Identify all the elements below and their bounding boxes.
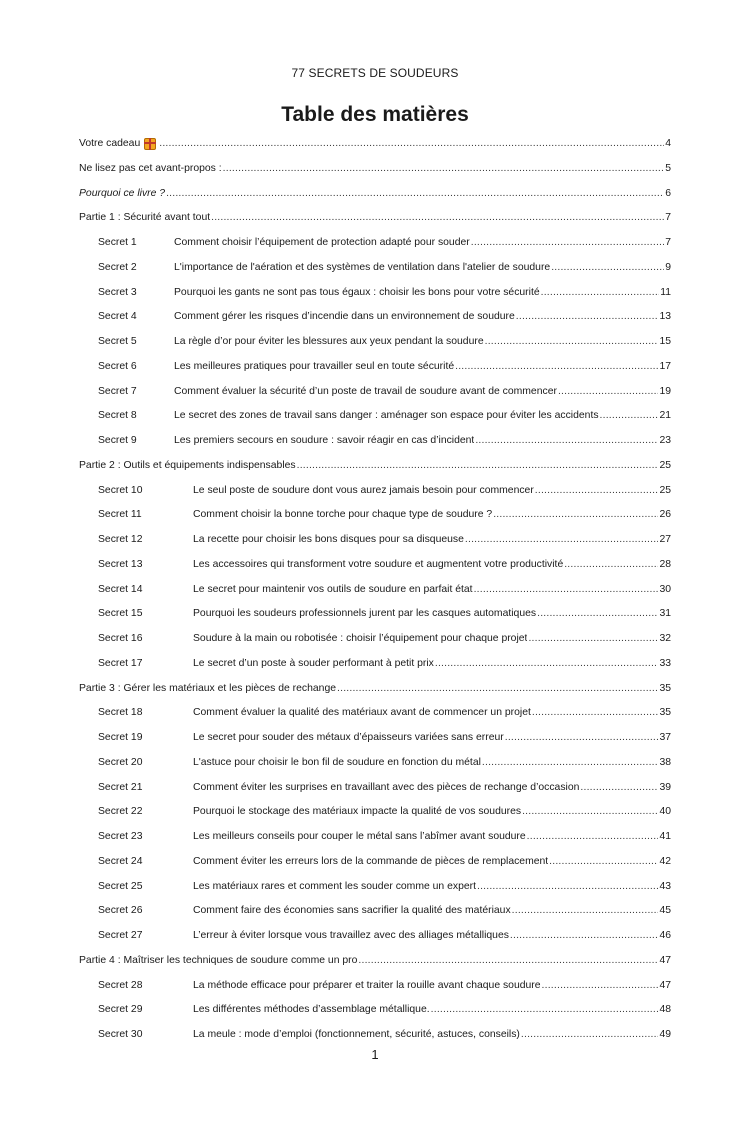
entry-title: Les meilleures pratiques pour travailler seul en toute sécurité [174,360,455,372]
page-ref: 48 [659,1004,671,1016]
page-ref: 37 [659,732,671,743]
dot-leader [482,756,659,769]
toc-secret-entry[interactable] [98,728,671,744]
entry-title: Comment choisir l’équipement de protection adapté pour souder [174,237,470,248]
entry-title: Votre cadeau [79,138,141,149]
toc-secret-entry[interactable] [98,505,671,521]
page-ref: 43 [659,880,671,892]
secret-number: Secret 14 [98,583,143,595]
toc-section-entry[interactable] [79,159,671,175]
secret-number: Secret 9 [98,435,137,446]
page-ref: 4 [665,138,671,149]
dot-leader [521,1028,659,1041]
entry-title: Le secret pour maintenir vos outils de soudure en parfait état [193,583,473,595]
dot-leader [522,805,658,818]
entry-title: Le secret pour souder des métaux d’épaisseurs variées sans erreur [193,732,504,743]
dot-leader [471,236,664,249]
secret-number: Secret 24 [98,855,143,867]
entry-title: Soudure à la main ou robotisée : choisir l’équipement pour chaque projet [193,633,528,644]
secret-number: Secret 17 [98,657,143,669]
page-ref: 41 [659,831,671,842]
page-ref: 47 [659,979,671,991]
page-ref: 19 [659,385,671,397]
toc-secret-entry[interactable] [98,901,671,917]
entry-title: Partie 3 : Gérer les matériaux et les pièces de rechange [79,682,337,694]
running-header: 77 SECRETS DE SOUDEURS [291,66,459,80]
toc-section-entry[interactable] [79,208,671,224]
page-ref: 27 [659,534,671,545]
secret-number: Secret 12 [98,534,143,545]
dot-leader [211,211,664,224]
toc-secret-entry[interactable] [98,406,671,422]
page-ref: 28 [659,558,671,570]
toc-secret-entry[interactable] [98,827,671,843]
secret-number: Secret 21 [98,781,143,793]
toc-secret-entry[interactable] [98,481,671,497]
toc-secret-entry[interactable] [98,703,671,719]
toc-secret-entry[interactable] [98,258,671,274]
page-ref: 45 [659,905,671,917]
toc-secret-entry[interactable] [98,580,671,596]
dot-leader [166,187,664,200]
dot-leader [223,162,665,175]
dot-leader [297,459,659,472]
page-ref: 25 [659,459,671,471]
secret-number: Secret 7 [98,385,137,397]
dot-leader [510,929,659,942]
dot-leader [600,409,659,422]
entry-title: Partie 4 : Maîtriser les techniques de soudure comme un pro [79,954,358,966]
toc-secret-entry[interactable] [98,976,671,992]
dot-leader [431,1003,659,1016]
toc-secret-entry[interactable] [98,877,671,893]
entry-title: Comment évaluer la qualité des matériaux avant de commencer un projet [193,707,531,719]
entry-title: Ne lisez pas cet avant-propos : [79,162,222,174]
page-ref: 49 [659,1029,671,1040]
dot-leader [527,830,659,843]
page-title: Table des matières [281,103,469,126]
entry-title: Le secret d’un poste à souder performant à petit prix [193,657,434,669]
page-ref: 25 [659,484,671,496]
page-ref: 47 [659,954,671,966]
entry-title: Les premiers secours en soudure : savoir réagir en cas d’incident [174,435,475,446]
entry-title: Comment choisir la bonne torche pour chaque type de soudure ? [193,509,493,521]
page-ref: 11 [660,286,671,298]
dot-leader [505,731,659,744]
toc-secret-entry[interactable] [98,431,671,447]
secret-number: Secret 4 [98,311,137,323]
dot-leader [475,434,658,447]
dot-leader [558,385,659,398]
secret-number: Secret 26 [98,905,143,917]
entry-title: Pourquoi les soudeurs professionnels jurent par les casques automatiques [193,608,537,620]
dot-leader [493,508,658,521]
dot-leader [474,583,659,596]
toc-secret-entry[interactable] [98,629,671,645]
entry-title: Les différentes méthodes d’assemblage métallique. [193,1004,430,1016]
dot-leader [564,558,658,571]
entry-title: Les matériaux rares et comment les souder comme un expert [193,880,476,892]
dot-leader [485,335,659,348]
page-ref: 15 [659,336,671,347]
toc-secret-entry[interactable] [98,802,671,818]
toc-secret-entry[interactable] [98,604,671,620]
toc-secret-entry[interactable] [98,852,671,868]
dot-leader [455,360,658,373]
toc-section-entry[interactable] [79,184,671,200]
toc-secret-entry[interactable] [98,530,671,546]
toc-secret-entry[interactable] [98,778,671,794]
entry-title: Pourquoi les gants ne sont pas tous égaux : choisir les bons pour votre sécurité [174,286,540,298]
secret-number: Secret 5 [98,336,137,347]
secret-number: Secret 16 [98,633,143,644]
entry-title: La recette pour choisir les bons disques pour sa disqueuse [193,534,464,545]
toc-section-entry[interactable] [79,456,671,472]
toc-secret-entry[interactable] [98,555,671,571]
page-ref: 30 [659,583,671,595]
secret-number: Secret 6 [98,360,137,372]
secret-number: Secret 22 [98,806,143,818]
page-ref: 31 [659,608,671,620]
entry-title: Comment gérer les risques d’incendie dans un environnement de soudure [174,311,515,323]
page-ref: 6 [665,187,671,199]
entry-title: Pourquoi le stockage des matériaux impacte la qualité de vos soudures [193,806,522,818]
entry-title: Les meilleurs conseils pour couper le métal sans l’abîmer avant soudure [193,831,526,842]
page-ref: 40 [659,806,671,818]
secret-number: Secret 27 [98,930,143,941]
secret-number: Secret 3 [98,286,137,298]
toc-section-entry[interactable] [79,134,671,150]
toc-secret-entry[interactable] [98,926,671,942]
dot-leader [580,781,658,794]
page-ref: 7 [665,237,671,248]
entry-title: Partie 2 : Outils et équipements indispensables [79,459,296,471]
secret-number: Secret 19 [98,732,143,743]
dot-leader [549,855,658,868]
entry-title: Partie 1 : Sécurité avant tout [79,212,211,224]
toc-secret-entry[interactable] [98,1025,671,1041]
page-ref: 23 [659,435,671,446]
secret-number: Secret 18 [98,707,143,719]
toc-section-entry[interactable] [79,679,671,695]
dot-leader [528,632,658,645]
entry-title: Comment évaluer la sécurité d’un poste de travail de soudure avant de commencer [174,385,557,397]
dot-leader [159,137,664,150]
toc-secret-entry[interactable] [98,1000,671,1016]
toc-section-entry[interactable] [79,951,671,967]
secret-number: Secret 28 [98,979,143,991]
page-ref: 35 [659,682,671,694]
toc-secret-entry[interactable] [98,233,671,249]
page-ref: 21 [659,410,671,422]
dot-leader [465,533,659,546]
entry-title: L'astuce pour choisir le bon fil de soudure en fonction du métal [193,756,481,768]
secret-number: Secret 10 [98,484,143,496]
page-ref: 9 [665,261,671,273]
secret-number: Secret 8 [98,410,137,422]
dot-leader [477,880,658,893]
entry-title: Comment éviter les surprises en travaillant avec des pièces de rechange d’occasion [193,781,580,793]
entry-title: Comment faire des économies sans sacrifier la qualité des matériaux [193,905,511,917]
page-ref: 32 [659,633,671,644]
dot-leader [358,954,658,967]
page-ref: 26 [659,509,671,521]
entry-title: La meule : mode d’emploi (fonctionnement, sécurité, astuces, conseils) [193,1029,520,1040]
secret-number: Secret 30 [98,1029,143,1040]
entry-title: L'importance de l'aération et des systèmes de ventilation dans l'atelier de soudure [174,261,551,273]
dot-leader [535,484,659,497]
secret-number: Secret 1 [98,237,137,248]
toc-secret-entry[interactable] [98,332,671,348]
toc-secret-entry[interactable] [98,382,671,398]
page-ref: 33 [659,657,671,669]
secret-number: Secret 13 [98,558,143,570]
page-ref: 7 [665,212,671,224]
page-ref: 46 [659,930,671,941]
toc-secret-entry[interactable] [98,753,671,769]
toc-secret-entry[interactable] [98,654,671,670]
secret-number: Secret 29 [98,1004,143,1016]
dot-leader [537,607,658,620]
page-ref: 39 [659,781,671,793]
page-ref: 13 [659,311,671,323]
entry-title: Les accessoires qui transforment votre soudure et augmentent votre productivité [193,558,564,570]
secret-number: Secret 15 [98,608,143,620]
dot-leader [542,979,659,992]
entry-title: Le secret des zones de travail sans danger : aménager son espace pour éviter les accidents [174,410,599,422]
dot-leader [337,682,658,695]
entry-title: La méthode efficace pour préparer et traiter la rouille avant chaque soudure [193,979,541,991]
secret-number: Secret 25 [98,880,143,892]
page-number: 1 [371,1047,379,1062]
entry-title: L’erreur à éviter lorsque vous travaillez avec des alliages métalliques [193,930,509,941]
dot-leader [551,261,664,274]
page-ref: 17 [659,360,671,372]
page-ref: 42 [659,855,671,867]
gift-icon [144,138,156,150]
dot-leader [532,706,659,719]
entry-title: La règle d’or pour éviter les blessures aux yeux pendant la soudure [174,336,484,347]
toc-secret-entry[interactable] [98,283,671,299]
table-of-contents [0,134,750,1049]
entry-title: Comment éviter les erreurs lors de la commande de pièces de remplacement [193,855,549,867]
entry-title: Pourquoi ce livre ? [79,187,166,199]
secret-number: Secret 20 [98,756,143,768]
page-ref: 35 [659,707,671,719]
dot-leader [512,904,659,917]
dot-leader [516,310,659,323]
secret-number: Secret 2 [98,261,137,273]
entry-title: Le seul poste de soudure dont vous aurez jamais besoin pour commencer [193,484,534,496]
page-ref: 38 [659,756,671,768]
secret-number: Secret 23 [98,831,143,842]
dot-leader [541,286,660,299]
toc-secret-entry[interactable] [98,357,671,373]
toc-secret-entry[interactable] [98,307,671,323]
dot-leader [435,657,659,670]
page-ref: 5 [665,162,671,174]
secret-number: Secret 11 [98,509,142,521]
